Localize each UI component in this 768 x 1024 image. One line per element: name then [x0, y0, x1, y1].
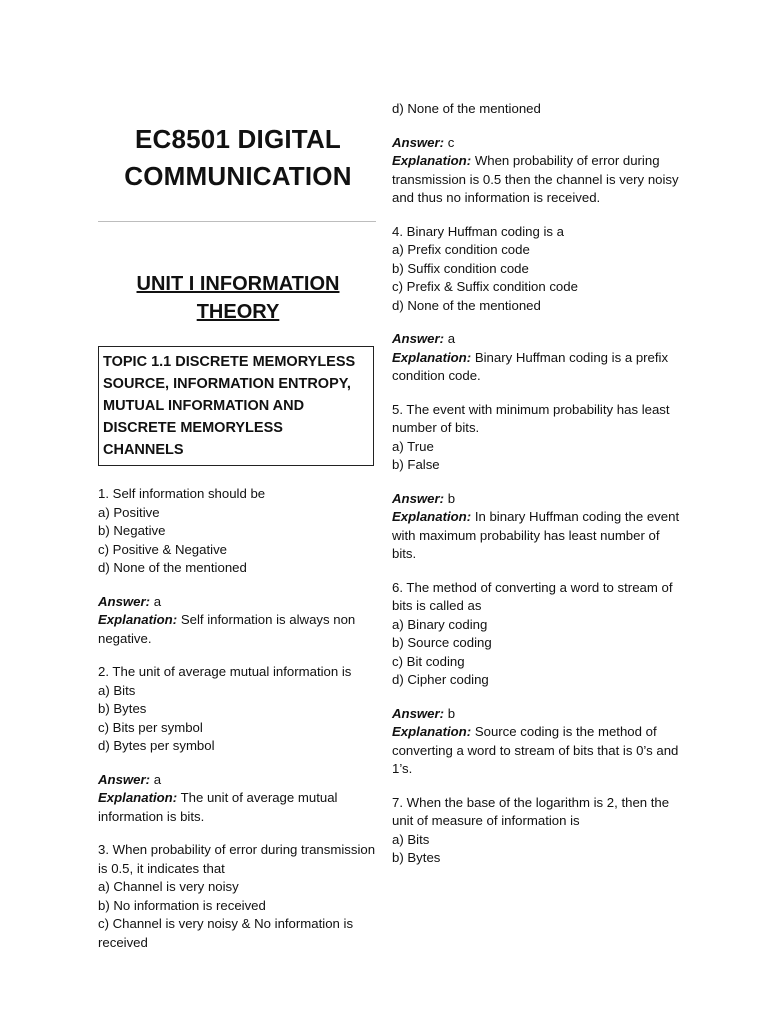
option: c) Prefix & Suffix condition code	[392, 279, 578, 294]
option: b) Negative	[98, 523, 166, 538]
question-4	[392, 223, 682, 316]
answer-2	[98, 771, 378, 827]
option: d) None of the mentioned	[98, 560, 247, 575]
right-column	[392, 100, 682, 868]
question-5	[392, 401, 682, 475]
explanation-label: Explanation:	[392, 153, 472, 168]
answer-label: Answer:	[392, 490, 445, 506]
topic-heading-box: TOPIC 1.1 DISCRETE MEMORYLESS SOURCE, INFORMATION ENTROPY, MUTUAL INFORMATION AND DISCRETE MEMORYLESS CHANNELS	[98, 346, 374, 466]
answer-value: a	[153, 593, 162, 609]
answer-value: b	[447, 490, 456, 506]
answer-6	[392, 705, 682, 779]
explanation-text: When probability of error during transmission is 0.5 then the channel is very noisy and thus no information is received.	[392, 153, 679, 205]
option: c) Bits per symbol	[98, 719, 203, 735]
option: b) Suffix condition code	[392, 260, 529, 276]
title-line-2: COMMUNICATION	[124, 161, 352, 191]
option: d) None of the mentioned	[392, 101, 541, 116]
question-2	[98, 663, 378, 756]
option: b) Source coding	[392, 635, 492, 650]
question-text: 2. The unit of average mutual information is	[98, 664, 352, 679]
option: c) Positive & Negative	[98, 541, 227, 557]
question-3-continued	[392, 100, 682, 119]
answer-label: Answer:	[392, 331, 445, 346]
option: b) Bytes	[98, 701, 147, 716]
answer-5	[392, 490, 682, 564]
option: d) Bytes per symbol	[98, 738, 215, 753]
answer-label: Answer:	[392, 705, 445, 721]
option: d) None of the mentioned	[392, 297, 541, 313]
answer-4	[392, 330, 682, 386]
option: a) Bits	[392, 831, 430, 847]
question-text: 7. When the base of the logarithm is 2, then the unit of measure of information is	[392, 794, 670, 828]
explanation-text: The unit of average mutual information is bits.	[98, 790, 338, 824]
option: b) Bytes	[392, 850, 441, 865]
answer-value: a	[447, 331, 456, 346]
unit-title-line-2: THEORY	[196, 301, 280, 323]
option: a) Binary coding	[392, 616, 488, 632]
question-1	[98, 485, 378, 578]
option: c) Channel is very noisy & No information is received	[98, 916, 354, 950]
explanation-label: Explanation:	[392, 349, 472, 365]
explanation-text: In binary Huffman coding the event with maximum probability has least number of bits.	[392, 509, 680, 561]
answer-value: b	[447, 705, 456, 721]
answer-1	[98, 593, 378, 649]
option: a) Bits	[98, 682, 136, 698]
explanation-label: Explanation:	[392, 509, 472, 524]
option: a) True	[392, 438, 434, 454]
left-column	[98, 100, 378, 952]
question-text: 4. Binary Huffman coding is a	[392, 223, 565, 239]
question-text: 3. When probability of error during transmission is 0.5, it indicates that	[98, 842, 376, 876]
answer-value: c	[447, 134, 455, 150]
question-text: 6. The method of converting a word to stream of bits is called as	[392, 579, 673, 613]
question-6	[392, 579, 682, 690]
question-7	[392, 794, 682, 868]
question-text: 5. The event with minimum probability has least number of bits.	[392, 401, 670, 435]
option: a) Prefix condition code	[392, 242, 530, 257]
answer-label: Answer:	[98, 771, 151, 787]
answer-value: a	[153, 771, 162, 787]
option: a) Positive	[98, 504, 160, 520]
answer-label: Answer:	[392, 134, 445, 150]
option: a) Channel is very noisy	[98, 879, 239, 894]
title-divider	[98, 221, 376, 222]
explanation-label: Explanation:	[392, 724, 472, 739]
explanation-label: Explanation:	[98, 612, 178, 627]
unit-title	[98, 270, 378, 326]
question-3	[98, 841, 378, 952]
explanation-text: Source coding is the method of converting a word to stream of bits that is 0’s and 1’s.	[392, 724, 679, 776]
explanation-text: Binary Huffman coding is a prefix condition code.	[392, 349, 669, 383]
option: d) Cipher coding	[392, 672, 489, 687]
answer-label: Answer:	[98, 593, 151, 609]
question-text: 1. Self information should be	[98, 486, 266, 501]
option: b) No information is received	[98, 897, 266, 913]
title-line-1: EC8501 DIGITAL	[134, 124, 342, 154]
answer-3	[392, 134, 682, 208]
unit-title-line-1: UNIT I INFORMATION	[136, 273, 340, 295]
document-title	[98, 121, 378, 195]
option: b) False	[392, 457, 440, 472]
explanation-label: Explanation:	[98, 790, 178, 805]
option: c) Bit coding	[392, 653, 465, 669]
explanation-text: Self information is always non negative.	[98, 612, 356, 646]
